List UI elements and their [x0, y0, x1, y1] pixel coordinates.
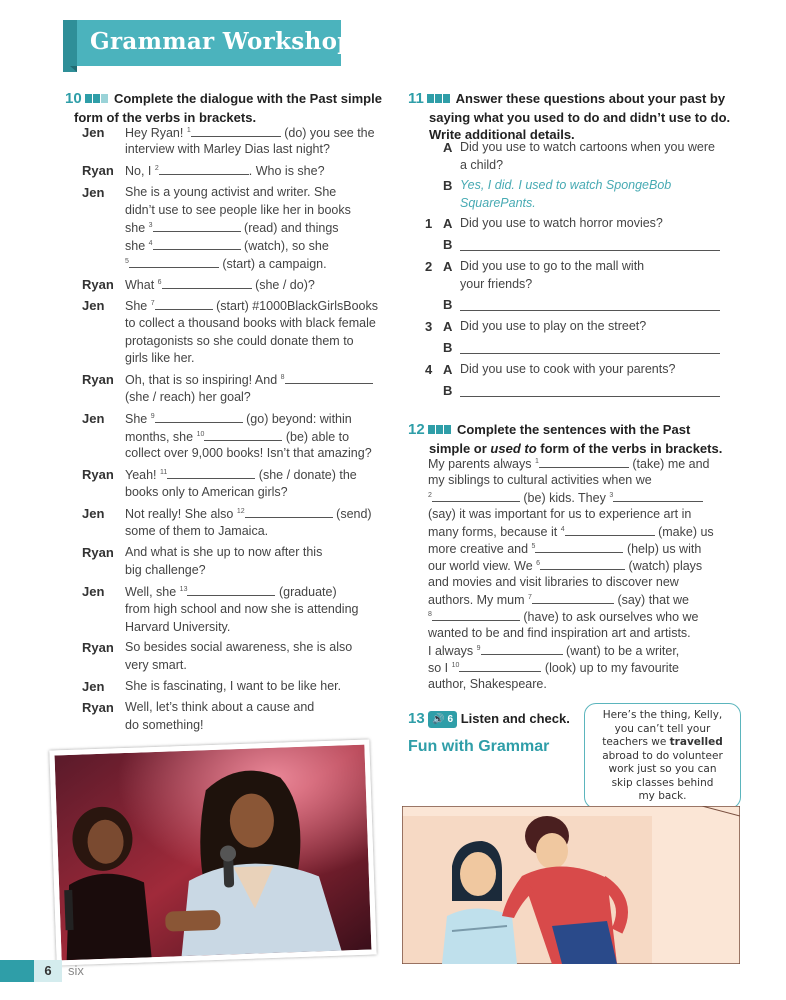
- answer-blank[interactable]: [162, 276, 252, 289]
- answer-blank[interactable]: [167, 466, 255, 479]
- photo-marley-dias: [49, 739, 376, 965]
- speaker-ryan: Ryan: [82, 545, 114, 560]
- answer-blank[interactable]: [432, 608, 520, 621]
- question-text: Did you use to go to the mall with: [460, 259, 645, 273]
- example-question: Did you use to watch cartoons when you were: [460, 140, 715, 154]
- dialogue-line: Oh, that is so inspiring! And $^8$: [125, 371, 373, 390]
- paragraph-line: I always $^9$ (want) to be a writer,: [428, 644, 680, 658]
- paragraph-line: our world view. We $^6$ (watch) plays: [428, 559, 703, 573]
- ex10-instruction-1: Complete the dialogue with the Past simple: [113, 91, 382, 106]
- ex13-heading: [408, 710, 570, 728]
- speaker-jen: Jen: [82, 185, 105, 200]
- label-b: B: [443, 237, 453, 252]
- paragraph-line: so I $^{10}$ (look) up to my favourite: [428, 661, 680, 675]
- dialogue-line: very smart.: [125, 658, 187, 672]
- difficulty-icon: [85, 90, 109, 107]
- ex10-heading: [65, 90, 395, 126]
- label-b: B: [443, 297, 453, 312]
- speaker-jen: Jen: [82, 298, 105, 313]
- answer-blank[interactable]: [155, 410, 243, 423]
- speech-bubble: Here’s the thing, Kelly, you can’t tell your teachers we travelled abroad to do volunteer work just so you can skip classes behind my back.: [584, 703, 741, 809]
- label-a: A: [443, 259, 453, 274]
- ex11-number: 11: [408, 90, 424, 107]
- dialogue-line: girls like her.: [125, 351, 195, 365]
- answer-line[interactable]: [460, 353, 720, 354]
- answer-blank[interactable]: [153, 237, 241, 250]
- label-a: A: [443, 216, 453, 231]
- audio-track-icon[interactable]: 🔊 6: [428, 711, 457, 728]
- dialogue-line: So besides social awareness, she is also: [125, 640, 353, 654]
- photo-image: [55, 745, 372, 961]
- ex12-heading: 12 Complete the sentences with the Past simple or used to form of the verbs in brackets.: [408, 421, 723, 457]
- dialogue-line: big challenge?: [125, 563, 206, 577]
- dialogue-line: interview with Marley Dias last night?: [125, 142, 330, 156]
- answer-line[interactable]: [460, 310, 720, 311]
- dialogue-line: Harvard University.: [125, 620, 231, 634]
- dialogue-line: didn’t use to see people like her in books: [125, 203, 351, 217]
- answer-blank[interactable]: [204, 428, 282, 441]
- footer-bar: [0, 960, 34, 982]
- label-a: A: [443, 362, 453, 377]
- banner-fold-shadow: [70, 66, 77, 72]
- label-b: B: [443, 383, 453, 398]
- answer-blank[interactable]: [459, 659, 541, 672]
- page-word: six: [68, 963, 84, 978]
- difficulty-icon: [427, 90, 451, 107]
- label-a: A: [443, 319, 453, 334]
- speaker-ryan: Ryan: [82, 163, 114, 178]
- speaker-jen: Jen: [82, 411, 105, 426]
- example-question: a child?: [460, 158, 504, 172]
- dialogue-line: books only to American girls?: [125, 485, 288, 499]
- answer-line[interactable]: [460, 250, 720, 251]
- answer-blank[interactable]: [481, 642, 563, 655]
- dialogue-line: (she / reach) her goal?: [125, 390, 251, 404]
- dialogue-line: to collect a thousand books with black female: [125, 316, 376, 330]
- ex12-number: 12: [408, 421, 425, 438]
- dialogue-line: Well, let’s think about a cause and: [125, 700, 315, 714]
- question-text: Did you use to watch horror movies?: [460, 216, 663, 230]
- ex11-instruction-2: saying what you used to do and didn’t use to do.: [429, 110, 731, 126]
- answer-blank[interactable]: [285, 371, 373, 384]
- dialogue-line: months, she $^{10}$ (be) able to: [125, 430, 350, 444]
- speaker-jen: Jen: [82, 125, 105, 140]
- fun-with-grammar-title: Fun with Grammar: [408, 738, 550, 755]
- dialogue-line: protagonists so she could donate them to: [125, 334, 354, 348]
- ex13-instruction: Listen and check.: [460, 711, 570, 726]
- answer-blank[interactable]: [613, 489, 703, 502]
- answer-blank[interactable]: [565, 523, 655, 536]
- answer-blank[interactable]: [187, 583, 275, 596]
- speaker-jen: Jen: [82, 506, 105, 521]
- dialogue-line: She is a young activist and writer. She: [125, 185, 337, 199]
- dialogue-line: collect over 9,000 books! Isn’t that amazing?: [125, 446, 372, 460]
- example-answer: SquarePants.: [460, 196, 536, 210]
- speaker-ryan: Ryan: [82, 640, 114, 655]
- paragraph-line: authors. My mum $^7$ (say) that we: [428, 593, 689, 607]
- paragraph-line: wanted to be and find inspiration art and artists.: [428, 626, 691, 640]
- paragraph-line: author, Shakespeare.: [428, 677, 547, 691]
- question-text: your friends?: [460, 277, 533, 291]
- paragraph-line: and movies and visit libraries to discover new: [428, 575, 679, 589]
- page-title: Grammar Workshop: [90, 28, 354, 55]
- ex11-instruction-3: Write additional details.: [429, 127, 575, 143]
- paragraph-line: $^2$ (be) kids. They $^3$: [428, 489, 703, 508]
- speaker-jen: Jen: [82, 679, 105, 694]
- dialogue-line: No, I $^2$ . Who is she?: [125, 164, 325, 178]
- banner-fold: [63, 20, 77, 72]
- ex11-heading: [408, 90, 738, 143]
- dialogue-line: she $^3$ (read) and things: [125, 221, 339, 235]
- dialogue-line: some of them to Jamaica.: [125, 524, 269, 538]
- dialogue-line: She $^9$ (go) beyond: within: [125, 412, 352, 426]
- ex13-number: 13: [408, 710, 425, 727]
- example-answer: Yes, I did. I used to watch SpongeBob: [460, 178, 672, 192]
- answer-blank[interactable]: [129, 255, 219, 268]
- dialogue-line: She is fascinating, I want to be like her.: [125, 679, 342, 693]
- ex10-number: 10: [65, 90, 82, 107]
- dialogue-line: Hey Ryan! $^1$ (do) you see the: [125, 126, 375, 140]
- label-b: B: [443, 178, 453, 193]
- answer-blank[interactable]: [539, 455, 629, 468]
- paragraph-line: more creative and $^5$ (help) us with: [428, 542, 702, 556]
- speaker-ryan: Ryan: [82, 277, 114, 292]
- answer-blank[interactable]: [153, 219, 241, 232]
- paragraph-line: $^8$ (have) to ask ourselves who we: [428, 610, 699, 624]
- dialogue-line: Yeah! $^{11}$ (she / donate) the: [125, 468, 357, 482]
- dialogue-line: What $^6$ (she / do)?: [125, 278, 315, 292]
- dialogue-line: And what is she up to now after this: [125, 545, 323, 559]
- speaker-jen: Jen: [82, 584, 105, 599]
- ex10-instruction-2: form of the verbs in brackets.: [74, 110, 257, 126]
- answer-blank[interactable]: [532, 591, 614, 604]
- speaker-ryan: Ryan: [82, 372, 114, 387]
- question-text: Did you use to cook with your parents?: [460, 362, 676, 376]
- answer-blank[interactable]: [540, 557, 625, 570]
- item-number: 1: [425, 216, 433, 231]
- question-text: Did you use to play on the street?: [460, 319, 647, 333]
- answer-blank[interactable]: [191, 124, 281, 137]
- paragraph-line: many forms, because it $^4$ (make) us: [428, 525, 714, 539]
- dialogue-line: do something!: [125, 718, 204, 732]
- item-number: 3: [425, 319, 433, 334]
- paragraph-line: (say) it was important for us to experience art in: [428, 507, 692, 521]
- ex11-instruction-1: Answer these questions about your past by: [455, 91, 726, 106]
- answer-line[interactable]: [460, 396, 720, 397]
- answer-blank[interactable]: [432, 489, 520, 502]
- difficulty-icon: [428, 421, 452, 438]
- label-a: A: [443, 140, 453, 155]
- speaker-ryan: Ryan: [82, 467, 114, 482]
- paragraph-line: My parents always $^1$ (take) me and: [428, 457, 710, 471]
- dialogue-line: $^5$ (start) a campaign.: [125, 257, 327, 271]
- dialogue-line: Not really! She also $^{12}$ (send): [125, 507, 372, 521]
- ex12-instruction-1: Complete the sentences with the Past: [456, 422, 691, 437]
- dialogue-line: She $^7$ (start) #1000BlackGirlsBooks: [125, 299, 378, 313]
- dialogue-line: Well, she $^{13}$ (graduate): [125, 585, 337, 599]
- speaker-ryan: Ryan: [82, 700, 114, 715]
- cartoon-illustration: [402, 806, 740, 964]
- item-number: 2: [425, 259, 433, 274]
- answer-blank[interactable]: [245, 505, 333, 518]
- label-b: B: [443, 340, 453, 355]
- answer-blank[interactable]: [535, 540, 623, 553]
- answer-blank[interactable]: [159, 162, 249, 175]
- dialogue-line: from high school and now she is attending: [125, 602, 359, 616]
- answer-blank[interactable]: [155, 297, 213, 310]
- paragraph-line: my siblings to cultural activities when we: [428, 473, 652, 487]
- item-number: 4: [425, 362, 433, 377]
- page-number: 6: [34, 960, 62, 982]
- dialogue-line: she $^4$ (watch), so she: [125, 239, 329, 253]
